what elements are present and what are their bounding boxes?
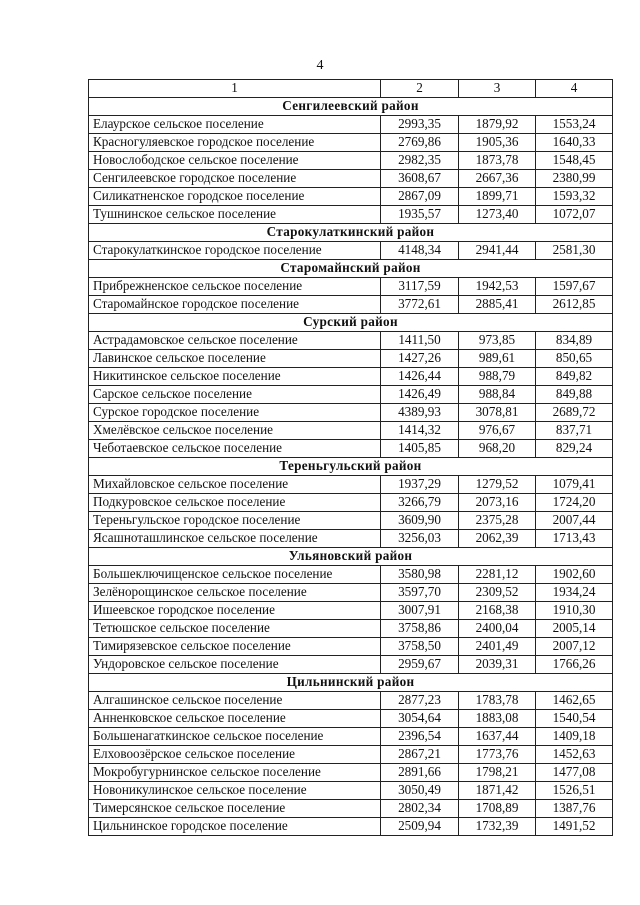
value-col-4: 1597,67 [536, 278, 613, 296]
value-col-3: 2309,52 [459, 584, 536, 602]
table-row [89, 530, 613, 548]
value-col-2: 2769,86 [381, 134, 459, 152]
value-col-2: 2877,23 [381, 692, 459, 710]
value-col-4: 1526,51 [536, 782, 613, 800]
value-col-2: 1426,44 [381, 368, 459, 386]
value-col-4: 1553,24 [536, 116, 613, 134]
table-row [89, 566, 613, 584]
settlement-name: Ундоровское сельское поселение [89, 656, 381, 674]
value-col-3: 2281,12 [459, 566, 536, 584]
table-row [89, 134, 613, 152]
value-col-2: 2396,54 [381, 728, 459, 746]
district-name: Старокулаткинский район [89, 224, 613, 242]
value-col-4: 1766,26 [536, 656, 613, 674]
data-table [88, 79, 613, 836]
value-col-3: 1871,42 [459, 782, 536, 800]
value-col-2: 3117,59 [381, 278, 459, 296]
table-row [89, 512, 613, 530]
table-row [89, 242, 613, 260]
table-body [89, 98, 613, 836]
settlement-name: Елаурское сельское поселение [89, 116, 381, 134]
value-col-3: 1273,40 [459, 206, 536, 224]
table-row [89, 188, 613, 206]
value-col-3: 2375,28 [459, 512, 536, 530]
district-header-row [89, 98, 613, 116]
table-row [89, 368, 613, 386]
table-row [89, 638, 613, 656]
table-row [89, 818, 613, 836]
district-header-row [89, 260, 613, 278]
value-col-4: 1910,30 [536, 602, 613, 620]
table-row [89, 386, 613, 404]
value-col-4: 1079,41 [536, 476, 613, 494]
value-col-3: 973,85 [459, 332, 536, 350]
value-col-3: 3078,81 [459, 404, 536, 422]
value-col-2: 4148,34 [381, 242, 459, 260]
value-col-3: 988,84 [459, 386, 536, 404]
table-row [89, 710, 613, 728]
value-col-2: 2982,35 [381, 152, 459, 170]
header-cell: 3 [459, 80, 536, 98]
settlement-name: Мокробугурнинское сельское поселение [89, 764, 381, 782]
value-col-2: 4389,93 [381, 404, 459, 422]
table-row [89, 404, 613, 422]
table-row [89, 602, 613, 620]
value-col-3: 2401,49 [459, 638, 536, 656]
value-col-4: 1072,07 [536, 206, 613, 224]
table-row [89, 422, 613, 440]
value-col-4: 1902,60 [536, 566, 613, 584]
value-col-4: 1409,18 [536, 728, 613, 746]
table-row [89, 296, 613, 314]
value-col-4: 1462,65 [536, 692, 613, 710]
value-col-2: 1427,26 [381, 350, 459, 368]
value-col-3: 1942,53 [459, 278, 536, 296]
district-header-row [89, 674, 613, 692]
district-header-row [89, 314, 613, 332]
table-row [89, 350, 613, 368]
value-col-3: 989,61 [459, 350, 536, 368]
table-row [89, 728, 613, 746]
value-col-4: 849,82 [536, 368, 613, 386]
value-col-4: 1934,24 [536, 584, 613, 602]
district-name: Ульяновский район [89, 548, 613, 566]
value-col-4: 2689,72 [536, 404, 613, 422]
value-col-3: 988,79 [459, 368, 536, 386]
value-col-2: 3772,61 [381, 296, 459, 314]
value-col-2: 2509,94 [381, 818, 459, 836]
value-col-4: 1593,32 [536, 188, 613, 206]
settlement-name: Прибрежненское сельское поселение [89, 278, 381, 296]
value-col-3: 976,67 [459, 422, 536, 440]
value-col-3: 2941,44 [459, 242, 536, 260]
settlement-name: Большенагаткинское сельское поселение [89, 728, 381, 746]
value-col-2: 3608,67 [381, 170, 459, 188]
settlement-name: Старокулаткинское городское поселение [89, 242, 381, 260]
value-col-3: 2039,31 [459, 656, 536, 674]
table-row [89, 764, 613, 782]
value-col-2: 2993,35 [381, 116, 459, 134]
settlement-name: Анненковское сельское поселение [89, 710, 381, 728]
settlement-name: Хмелёвское сельское поселение [89, 422, 381, 440]
settlement-name: Новоникулинское сельское поселение [89, 782, 381, 800]
value-col-2: 1935,57 [381, 206, 459, 224]
value-col-3: 1783,78 [459, 692, 536, 710]
value-col-4: 1713,43 [536, 530, 613, 548]
page-number: 4 [316, 58, 324, 73]
value-col-3: 2667,36 [459, 170, 536, 188]
table-row [89, 782, 613, 800]
table-row [89, 746, 613, 764]
table-row [89, 278, 613, 296]
table-row [89, 170, 613, 188]
header-cell: 1 [89, 80, 381, 98]
value-col-3: 1279,52 [459, 476, 536, 494]
settlement-name: Сурское городское поселение [89, 404, 381, 422]
value-col-2: 2891,66 [381, 764, 459, 782]
value-col-3: 1773,76 [459, 746, 536, 764]
table-row [89, 800, 613, 818]
settlement-name: Тимерсянское сельское поселение [89, 800, 381, 818]
settlement-name: Старомайнское городское поселение [89, 296, 381, 314]
settlement-name: Зелёнорощинское сельское поселение [89, 584, 381, 602]
value-col-3: 1873,78 [459, 152, 536, 170]
district-name: Старомайнский район [89, 260, 613, 278]
value-col-4: 1640,33 [536, 134, 613, 152]
table-row [89, 332, 613, 350]
settlement-name: Силикатненское городское поселение [89, 188, 381, 206]
value-col-3: 1732,39 [459, 818, 536, 836]
value-col-4: 2005,14 [536, 620, 613, 638]
settlement-name: Тереньгульское городское поселение [89, 512, 381, 530]
value-col-3: 2885,41 [459, 296, 536, 314]
value-col-4: 837,71 [536, 422, 613, 440]
value-col-4: 2007,44 [536, 512, 613, 530]
value-col-4: 2007,12 [536, 638, 613, 656]
value-col-3: 1637,44 [459, 728, 536, 746]
value-col-4: 849,88 [536, 386, 613, 404]
settlement-name: Никитинское сельское поселение [89, 368, 381, 386]
value-col-3: 1879,92 [459, 116, 536, 134]
value-col-4: 2380,99 [536, 170, 613, 188]
value-col-4: 1724,20 [536, 494, 613, 512]
settlement-name: Тимирязевское сельское поселение [89, 638, 381, 656]
table-row [89, 692, 613, 710]
district-header-row [89, 548, 613, 566]
table-row [89, 206, 613, 224]
value-col-4: 2581,30 [536, 242, 613, 260]
table-row [89, 584, 613, 602]
value-col-3: 2400,04 [459, 620, 536, 638]
settlement-name: Алгашинское сельское поселение [89, 692, 381, 710]
value-col-2: 2867,09 [381, 188, 459, 206]
value-col-4: 1491,52 [536, 818, 613, 836]
settlement-name: Лавинское сельское поселение [89, 350, 381, 368]
value-col-3: 1883,08 [459, 710, 536, 728]
value-col-2: 2959,67 [381, 656, 459, 674]
value-col-4: 829,24 [536, 440, 613, 458]
table-row [89, 116, 613, 134]
value-col-4: 834,89 [536, 332, 613, 350]
settlement-name: Цильнинское городское поселение [89, 818, 381, 836]
district-name: Тереньгульский район [89, 458, 613, 476]
value-col-2: 1405,85 [381, 440, 459, 458]
value-col-3: 2073,16 [459, 494, 536, 512]
table-row [89, 656, 613, 674]
table-row [89, 494, 613, 512]
value-col-2: 3256,03 [381, 530, 459, 548]
value-col-4: 1548,45 [536, 152, 613, 170]
header-row [89, 80, 613, 98]
value-col-2: 3050,49 [381, 782, 459, 800]
settlement-name: Елховоозёрское сельское поселение [89, 746, 381, 764]
settlement-name: Михайловское сельское поселение [89, 476, 381, 494]
value-col-4: 1387,76 [536, 800, 613, 818]
value-col-2: 3266,79 [381, 494, 459, 512]
settlement-name: Ясашноташлинское сельское поселение [89, 530, 381, 548]
header-cell: 2 [381, 80, 459, 98]
value-col-3: 1905,36 [459, 134, 536, 152]
district-header-row [89, 458, 613, 476]
table-row [89, 620, 613, 638]
settlement-name: Тетюшское сельское поселение [89, 620, 381, 638]
settlement-name: Сарское сельское поселение [89, 386, 381, 404]
settlement-name: Чеботаевское сельское поселение [89, 440, 381, 458]
value-col-3: 968,20 [459, 440, 536, 458]
value-col-4: 850,65 [536, 350, 613, 368]
value-col-2: 3758,50 [381, 638, 459, 656]
settlement-name: Красногуляевское городское поселение [89, 134, 381, 152]
district-name: Сурский район [89, 314, 613, 332]
settlement-name: Тушнинское сельское поселение [89, 206, 381, 224]
value-col-2: 3580,98 [381, 566, 459, 584]
settlement-name: Ишеевское городское поселение [89, 602, 381, 620]
value-col-2: 1414,32 [381, 422, 459, 440]
value-col-4: 1540,54 [536, 710, 613, 728]
value-col-2: 1411,50 [381, 332, 459, 350]
value-col-4: 2612,85 [536, 296, 613, 314]
value-col-4: 1452,63 [536, 746, 613, 764]
value-col-3: 2062,39 [459, 530, 536, 548]
settlement-name: Большеключищенское сельское поселение [89, 566, 381, 584]
value-col-4: 1477,08 [536, 764, 613, 782]
settlement-name: Астрадамовское сельское поселение [89, 332, 381, 350]
district-name: Цильнинский район [89, 674, 613, 692]
district-header-row [89, 224, 613, 242]
table-row [89, 476, 613, 494]
settlement-name: Новослободское сельское поселение [89, 152, 381, 170]
value-col-2: 3609,90 [381, 512, 459, 530]
value-col-2: 2802,34 [381, 800, 459, 818]
value-col-2: 3597,70 [381, 584, 459, 602]
table-row [89, 152, 613, 170]
value-col-3: 1899,71 [459, 188, 536, 206]
value-col-2: 3007,91 [381, 602, 459, 620]
value-col-3: 2168,38 [459, 602, 536, 620]
settlement-name: Сенгилеевское городское поселение [89, 170, 381, 188]
district-name: Сенгилеевский район [89, 98, 613, 116]
value-col-3: 1708,89 [459, 800, 536, 818]
table-row [89, 440, 613, 458]
value-col-2: 1426,49 [381, 386, 459, 404]
value-col-2: 3054,64 [381, 710, 459, 728]
settlement-name: Подкуровское сельское поселение [89, 494, 381, 512]
value-col-2: 2867,21 [381, 746, 459, 764]
value-col-2: 3758,86 [381, 620, 459, 638]
header-cell: 4 [536, 80, 613, 98]
value-col-2: 1937,29 [381, 476, 459, 494]
value-col-3: 1798,21 [459, 764, 536, 782]
